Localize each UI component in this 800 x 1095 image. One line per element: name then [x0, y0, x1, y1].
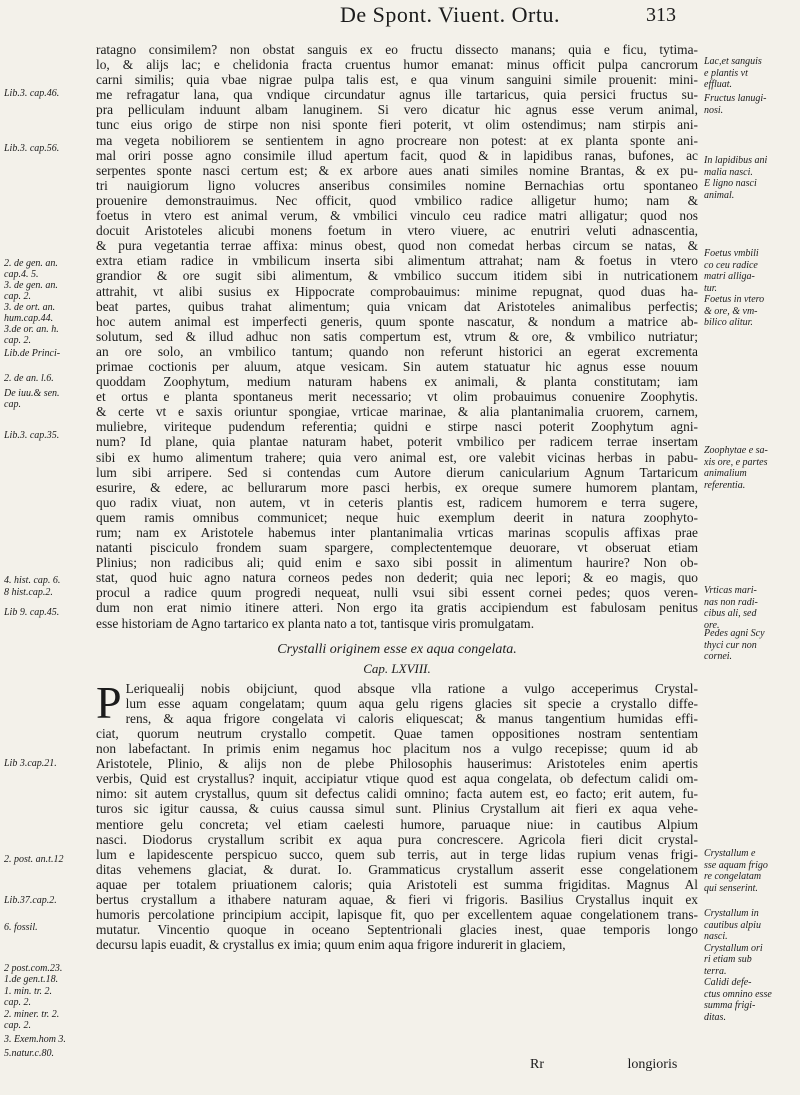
- text-line: mal oriri posse agno consimile illud apertum facit, quod & in lapidibus ranas, bufones, ac: [96, 147, 698, 163]
- right-margin-note-line: ri etiam sub: [704, 954, 752, 965]
- left-margin-note: 1. min. tr. 2.: [4, 986, 53, 997]
- right-margin-note-line: malia nasci.: [704, 166, 753, 178]
- text-line: & pura vegetantia terrae affixa: minus obest, quod non comedat herbas circum se natas, &: [96, 238, 698, 254]
- text-line: rum; nam ex Aristotele habemus inter plantanimalia vrticas marinas scopulis affixas prae: [96, 525, 698, 540]
- text-line: Aristotele, Plinio, & alijs non de plebe Philosophis hauserimus: Aristoteles enim apertis: [96, 756, 698, 772]
- right-margin-note-line: & ore, & vm-: [704, 305, 758, 317]
- text-line: Plinius; non radicibus ali; quid enim e saxo sibi possit in alimentum haurire? Non ob-: [96, 555, 698, 571]
- text-line: ditas vehemens glaciat, & durat. Io. Grammaticus crystallum asserit esse congelationem: [96, 861, 698, 877]
- right-margin-note-line: terra.: [704, 965, 727, 977]
- left-margin-note: 3. de ort. an.: [4, 302, 56, 313]
- right-margin-note-line: qui senserint.: [704, 882, 758, 894]
- text-block-1: [96, 42, 698, 631]
- text-line: et ortus e planta spontaneus merit necessario; vt olim probauimus conuenire Zoophytis.: [96, 389, 698, 405]
- left-margin-notes: [0, 40, 92, 1080]
- text-line: rens, & aqua frigore congelata vi caloris eliquescat; & manus tangentium humidas effi-: [125, 710, 698, 726]
- running-title: De Spont. Viuent. Ortu.: [340, 2, 560, 27]
- text-line: aquae per totalem priuationem caloris; quia Aristoteli est summa frigiditas. Magnus Al: [96, 876, 698, 892]
- right-margin-note-line: sse aquam frigo: [704, 859, 768, 871]
- text-line: procul a radice quum progredi nequeat, nulli vsui sibi essent cornei pedes; quos veren-: [96, 585, 698, 601]
- right-margin-note-line: matri alliga-: [704, 271, 755, 282]
- left-margin-note: Lib.3. cap.46.: [4, 88, 60, 99]
- right-margin-note-line: referentia.: [704, 479, 746, 491]
- left-margin-note: 8 hist.cap.2.: [4, 587, 53, 598]
- text-line: grandior & ore sugit sibi alimentum, & vmbilico succum itidem sibi in nutricationem: [96, 268, 698, 284]
- text-line: attrahit, vt alibi susius ex Hippocrate comprobauimus: minime repugnat, quod duas ha-: [96, 283, 698, 299]
- text-line: decursu lapis euadit, & crystallus ex imia; quum enim aqua frigore indurerit in glaciem,: [96, 937, 566, 953]
- text-line: lum e lapidescente perspicuo succo, quem sub terris, aut in terge lidas rupium venas frigi-: [96, 846, 698, 862]
- left-margin-note: 6. fossil.: [4, 922, 38, 933]
- text-line: nasci. Diodorus crystallum scribit ex aqua pura concrescere. Agricola fieri dicit crystal-: [96, 831, 698, 847]
- text-line: dum non erat nimio itinere atteri. Non ergo ita gratis accipiendum est fabulosam penitus: [96, 600, 698, 616]
- text-line: mentiore gelu concreta; vel etiam caelesti humore, paruaque niue: in cautibus Alpium: [96, 816, 698, 832]
- text-line: bertus crystallum a ithabere naturam aquae, & fieri vi frigoris. Basilius Crystallus inquit ex: [96, 891, 698, 907]
- right-margin-note-line: nas non radi-: [704, 596, 758, 608]
- right-margin-note-line: Foetus vmbili: [704, 248, 759, 259]
- text-line: turos sic igitur caussa, & cuius caussa simul sunt. Plinius Crystallum ait fieri ex aqua vehe-: [96, 801, 698, 817]
- left-margin-note: De iuu.& sen.: [4, 388, 60, 399]
- catchword: longioris: [627, 1057, 678, 1072]
- text-line: lum esse aquam congelatam; quum aqua gelu rigens glacies sit specie a crystallo diffe-: [125, 695, 698, 711]
- right-margin-note-line: Foetus in vtero: [704, 294, 765, 305]
- text-line: ma vegeta nobiliorem se sentientem in agno procreare non potest: at ex planta sponte ani-: [96, 132, 698, 148]
- left-margin-note: cap. 2.: [4, 997, 31, 1008]
- text-line: humoris percolatione principium accipit, lapisque fit, quo per excellentem aquae congelationem trans-: [96, 907, 698, 923]
- right-margin-note-line: ditas.: [704, 1011, 726, 1023]
- right-margin-note-line: summa frigi-: [704, 1000, 756, 1011]
- left-margin-note: 2. de gen. an.: [4, 258, 58, 269]
- right-margin-note-line: Zoophytae e sa-: [704, 445, 768, 456]
- right-margin-note: [704, 628, 796, 663]
- right-margin-note-line: Vrticas mari-: [704, 585, 757, 596]
- left-margin-note: cap. 2.: [4, 1020, 31, 1031]
- chapter-number: Cap. LXVIII.: [363, 660, 431, 676]
- right-margin-note: [704, 445, 796, 491]
- text-line: tunc eius origo de stirpe non nisi sponte fieri poterit, vt olim ostendimus; nam stirpis ani-: [96, 117, 698, 133]
- text-line: muliebre, viriteque pudendum referentia; quidni e stirpe nasci poterit Zoophytum agni-: [96, 419, 698, 435]
- text-line: quem ramis omnibus communicet; neque huic exemplum deerit in natura zoophyto-: [96, 509, 698, 525]
- right-margin-notes: [700, 40, 796, 1080]
- left-margin-note: 3.de or. an. h.: [4, 324, 59, 335]
- text-line: Leriquealij nobis obijciunt, quod absque vlla ratione a vulgo acceperimus Crystal-: [125, 680, 698, 696]
- left-margin-note: 2 post.com.23.: [4, 963, 63, 974]
- text-line: mutatur. Vincentio quoque in oceano Septentrionali glacies inest, quae temporis longo: [96, 922, 698, 938]
- left-margin-note: 1.de gen.t.18.: [4, 974, 59, 985]
- text-line: non labefactant. In primis enim negamus hoc placitum nos a vulgo recepisse; quum id ab: [96, 741, 698, 757]
- text-line: stat, quod huic agno natura corneos pedes non dederit; quia nec lepori; & eo magis, quo: [96, 570, 698, 586]
- page-number: 313: [646, 4, 676, 26]
- left-margin-note: cap.4. 5.: [4, 269, 39, 280]
- text-line: pra pelliculam induunt albam lanuginem. Si vero dicatur hic agnus esse verum animal,: [96, 102, 698, 118]
- text-line: docuit Aristoteles alicubi monens foetum in vtero viuere, ac enutriri veluti adnascentia,: [96, 223, 698, 239]
- left-margin-note: hum.cap.44.: [4, 313, 54, 324]
- right-margin-note: [704, 585, 796, 631]
- right-margin-note-line: ore.: [704, 619, 720, 631]
- right-margin-note: [704, 155, 796, 201]
- left-margin-note: 4. hist. cap. 6.: [4, 575, 61, 586]
- left-margin-note: Lib.3. cap.56.: [4, 143, 60, 154]
- left-margin-note: 2. post. an.t.12: [4, 854, 64, 865]
- right-margin-note-line: Pedes agni Scy: [704, 628, 765, 639]
- right-margin-note-line: Crystallum in: [704, 908, 759, 919]
- right-margin-note-line: animalium: [704, 468, 747, 479]
- text-line: prouenire demonstrauimus. Nec officit, quod vmbilico radice alligetur humo; nam &: [96, 192, 698, 208]
- left-margin-note: cap. 2.: [4, 335, 31, 346]
- left-margin-note: 3. Exem.hom 3.: [4, 1034, 66, 1045]
- text-line: sibi ex humo alimentum trahere; quia vero animal est, ore valebit vicinas herbas in pabu-: [96, 449, 698, 465]
- right-margin-note-line: E ligno nasci: [704, 178, 757, 189]
- text-line: lum sibi arripere. Sed si contendas cum Autore dierum canicularium Agnum Tartaricum: [96, 464, 698, 480]
- right-margin-note-line: cornei.: [704, 651, 733, 662]
- text-line: hoc autem animal est imperfecti generis, quum sponte nascatur, & nondum a matrice ab-: [96, 313, 698, 329]
- right-margin-note-line: cibus ali, sed: [704, 608, 757, 619]
- right-margin-note-line: xis ore, e partes: [704, 456, 768, 468]
- right-margin-note-line: re congelatam: [704, 871, 762, 882]
- text-line: foetus in vtero est animal verum, & vmbilici vinculo ceu radice matri alligatur; quod nos: [96, 208, 698, 224]
- right-margin-note: [704, 248, 796, 329]
- page-footer: [530, 1057, 700, 1073]
- text-line: beat partes, quibus trahat alimentum; quia vnicam dat Aristoteles animalibus perfectis;: [96, 298, 698, 314]
- text-line: verbis, Quid est crystallus? inquit, accipiatur vtique quod est aqua congelata, ob defectum calidi om-: [96, 771, 698, 787]
- left-margin-note: Lib.de Princi-: [4, 348, 61, 359]
- right-margin-note-line: Fructus lanugi-: [704, 93, 767, 104]
- right-margin-note-line: thyci cur non: [704, 639, 757, 651]
- signature-mark: Rr: [530, 1057, 544, 1072]
- text-line: tri nauigiorum ligno volucres anseribus consimiles nomine Bernachias ortu spontaneo: [96, 177, 698, 193]
- right-margin-note-line: In lapidibus ani: [704, 155, 768, 166]
- left-margin-note: 3. de gen. an.: [4, 280, 58, 291]
- right-margin-note-line: bilico alitur.: [704, 317, 753, 328]
- left-margin-note: cap.: [4, 399, 21, 410]
- text-line: primae coctionis per aluum, atque vesicam. Sin autem statuatur hic agnus esse nouum: [96, 358, 698, 374]
- right-margin-note: [704, 56, 796, 91]
- right-margin-note-line: animal.: [704, 189, 735, 201]
- text-line: natanti pisciculo frondem suam spargere, complectentemque deuorare, vt obseruat etiam: [96, 540, 698, 556]
- left-margin-note: 5.natur.c.80.: [4, 1048, 54, 1059]
- right-margin-note-line: effluat.: [704, 79, 733, 90]
- text-line: ciat, quorum neutrum crystallo competit. Quae tamen oppositiones nostram sententiam: [96, 725, 698, 741]
- right-margin-note: [704, 848, 796, 894]
- right-margin-note: [704, 908, 796, 1023]
- right-margin-note-line: Crystallum e: [704, 848, 756, 859]
- left-margin-note: 2. miner. tr. 2.: [4, 1009, 60, 1020]
- text-line: quoddam Zoophytum, medium naturam habens ex animali, & planta constitutam; iam: [96, 374, 698, 390]
- right-margin-note-line: nasci.: [704, 931, 728, 942]
- left-margin-note: Lib 3.cap.21.: [4, 758, 57, 769]
- right-margin-note-line: tur.: [704, 282, 718, 294]
- text-line: solutum, sed & illud adhuc non satis compertum est, vtrum & ore, & vmbilico nutriatur;: [96, 328, 698, 344]
- right-margin-note-line: Calidi defe-: [704, 977, 752, 988]
- text-line: esurire, & edere, ac bellurarum more pasci herbis, ex oreque sumere humorem plantam,: [96, 479, 698, 495]
- right-margin-note-line: ctus omnino esse: [704, 988, 772, 1000]
- text-line: num? Id plane, quia plantae naturam habet, poterit vmbilico per radicem terrae insertam: [96, 434, 698, 450]
- right-margin-note-line: e plantis vt: [704, 67, 748, 79]
- chapter-title: Crystalli originem esse ex aqua congelata.: [277, 641, 517, 657]
- text-line: quo radix viuat, non autem, vt in ceteris plantis est, radicem humorem e terra sugere,: [96, 494, 698, 510]
- text-block-2: [96, 676, 698, 953]
- left-margin-note: Lib.3. cap.35.: [4, 430, 60, 441]
- right-margin-note: [704, 93, 796, 116]
- main-text: [96, 42, 698, 952]
- right-margin-note-line: cautibus alpiu: [704, 919, 761, 931]
- right-margin-note-line: co ceu radice: [704, 259, 758, 271]
- left-margin-note: Lib.37.cap.2.: [4, 895, 57, 906]
- text-line: nimo: sit autem crystallus, quum sit defectus calidi omnino; facta autem est, eo facto; erit autem, fu-: [96, 786, 698, 802]
- text-line: carni similis; quia vbae nigrae pulpa talis est, e qua vinum sanguini simile prouenit: mini-: [96, 72, 698, 88]
- right-margin-note-line: Lac,et sanguis: [704, 56, 762, 67]
- text-line: lo, & alijs lac; e chelidonia fracta cruentus humor emanat: minus officit pulpa cancrorum: [96, 57, 698, 73]
- drop-cap: P: [96, 676, 122, 728]
- text-line: extra etiam radice in vmbilicum inserta sibi alimentum attrahat; nam & foetus in vtero: [96, 253, 698, 269]
- text-line: & certe vt e saxis oriuntur spongiae, vrticae marinae, & alia plantanimalia cruorem, carnem,: [96, 404, 698, 420]
- text-line: an ore solo, an vmbilico tantum; quando non referunt historici an egerat excrementa: [96, 343, 698, 359]
- left-margin-note: Lib 9. cap.45.: [4, 607, 60, 618]
- left-margin-note: 2. de an. l.6.: [4, 373, 54, 384]
- text-line: serpentes sponte nasci certum est; & ex arbore aues anati similes nomine Brantas, & ex pu-: [96, 162, 698, 178]
- right-margin-note-line: Crystallum ori: [704, 942, 763, 954]
- text-line: esse historiam de Agno tartarico ex planta nato a tot, tantisque viris promulgatam.: [96, 615, 535, 631]
- text-line: me refragatur lana, qua vndique circundatur agnus ille tartaricus, quia persici fructus su-: [96, 87, 698, 103]
- text-line: ratagno consimilem? non obstat sanguis ex eo fructu dissecto manans; quia e ficu, tytima-: [96, 42, 698, 57]
- left-margin-note: cap. 2.: [4, 291, 31, 302]
- right-margin-note-line: nosi.: [704, 104, 724, 116]
